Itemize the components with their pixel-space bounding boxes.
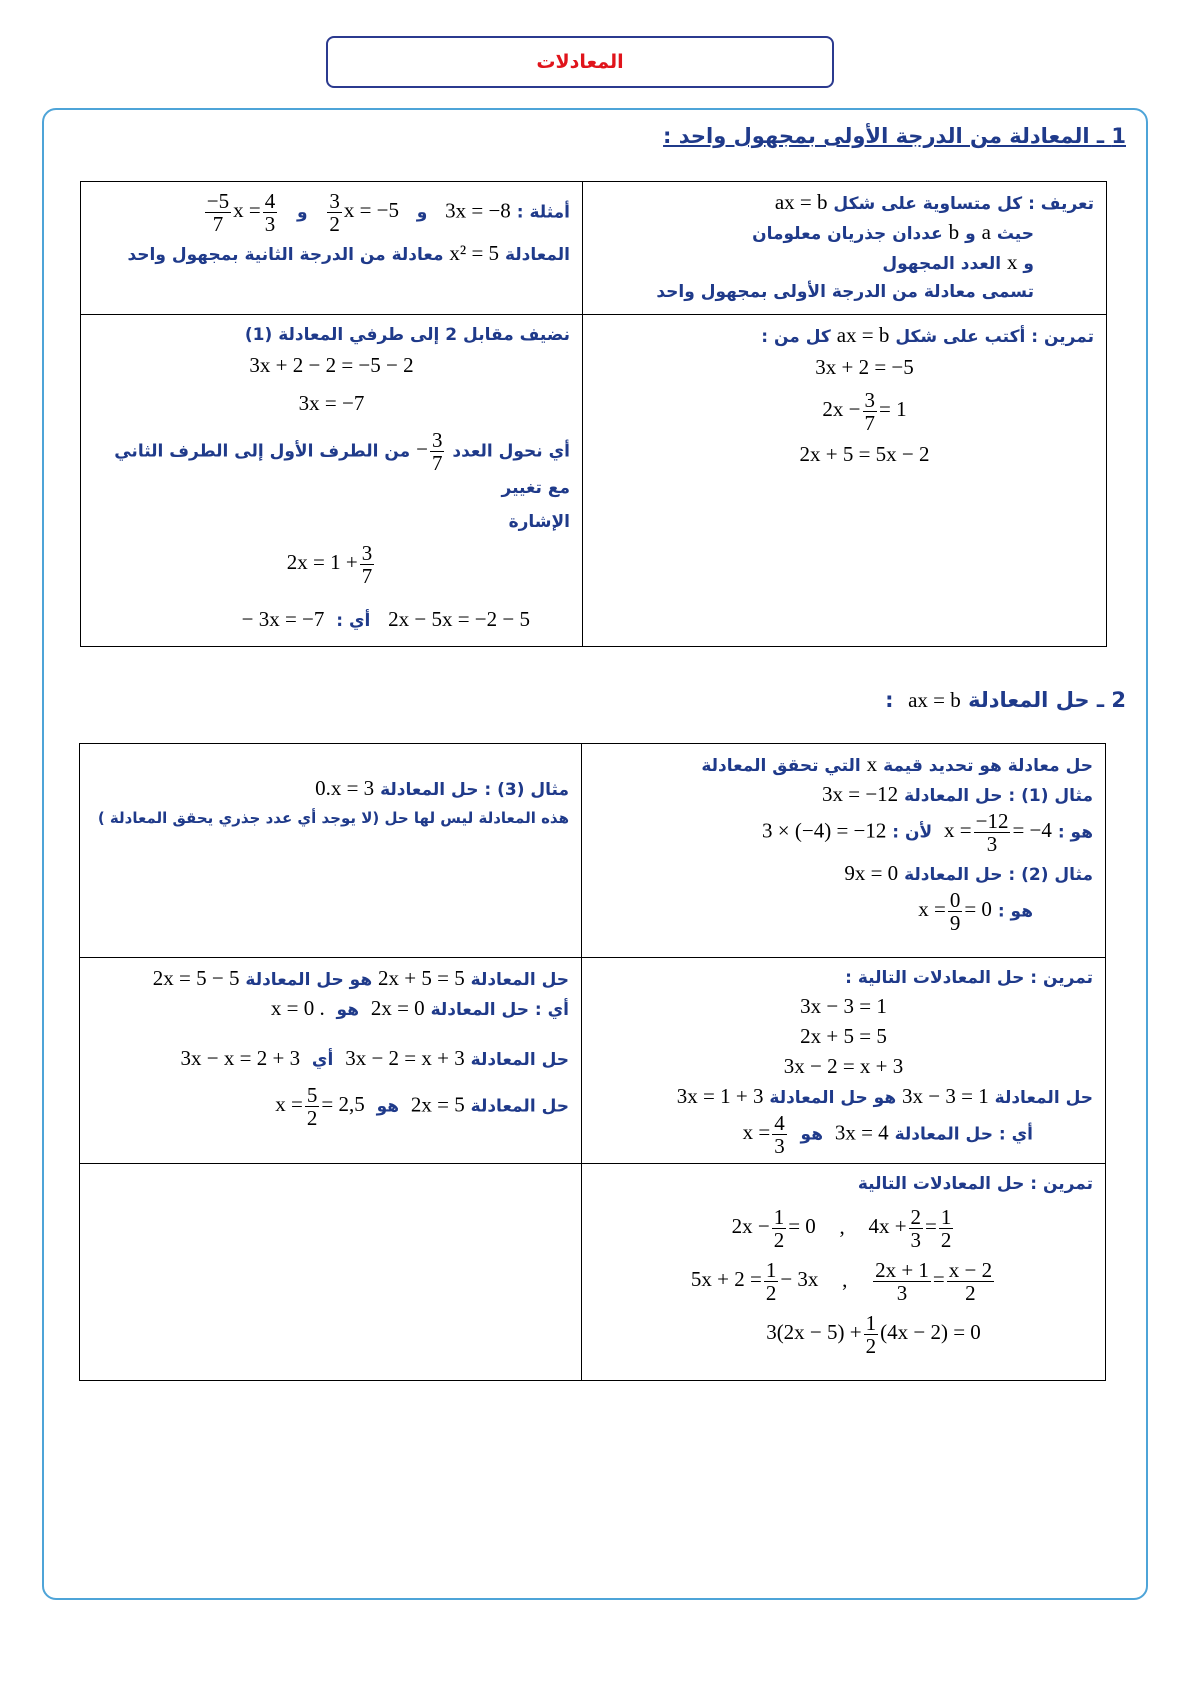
exercise2-solution-cell	[80, 958, 582, 1164]
sol-text: حل المعادلة	[470, 1050, 569, 1070]
second-degree-label: المعادلة	[504, 245, 570, 265]
sol-text: حل المعادلة	[470, 1096, 569, 1117]
example-eq1: 3x = −8	[445, 198, 511, 223]
sol-eq: 2x = 5	[410, 1092, 465, 1117]
exercise-label: كل من :	[761, 327, 831, 347]
and-word: و	[416, 202, 428, 223]
exercise-eq: $\frac{2x + 1}{3}$ = $\frac{x - 2}{2}$	[875, 1258, 993, 1305]
page-title-box	[326, 36, 834, 88]
exercise1-cell	[583, 315, 1107, 647]
sol-eq: x = $\frac{5}{2}$ = 2,5	[275, 1083, 365, 1130]
example-eq2: $\frac{3}{2}$ x = −5	[329, 189, 400, 236]
second-degree-eq: x² = 5	[449, 241, 500, 265]
example1-label: مثال (1) : حل المعادلة	[904, 786, 1093, 806]
exercise-eq: 2x − $\frac{3}{7}$ = 1	[822, 388, 907, 435]
example1-eq: 3x = −12	[821, 782, 899, 806]
comma: ,	[842, 1267, 848, 1292]
example2-solution: x = $\frac{0}{9}$ = 0	[918, 888, 992, 935]
exercise-label: تمرين : أكتب على شكل	[895, 327, 1094, 347]
definition-text: تسمى معادلة من الدرجة الأولى بمجهول واحد	[656, 282, 1034, 302]
examples-label: أمثلة :	[516, 202, 570, 223]
exercise2-cell	[582, 958, 1106, 1164]
section2-heading-eq: ax = b	[908, 688, 961, 712]
section2-table	[79, 743, 1106, 1381]
sol-text: حل المعادلة	[470, 970, 569, 990]
var-b: b	[948, 220, 960, 244]
definition-text: عددان جذريان معلومان	[752, 224, 943, 244]
exercise-eq: 3x − 2 = x + 3	[783, 1054, 904, 1078]
solve-def-cell	[582, 744, 1106, 958]
solution-text: أي :	[336, 611, 371, 631]
sol-eq: 3x − x = 2 + 3	[180, 1046, 301, 1070]
page-title: المعادلات	[536, 51, 624, 73]
comma: ,	[839, 1214, 845, 1239]
exercise-eq: 2x + 5 = 5	[800, 1024, 887, 1048]
def-text: هو :	[997, 901, 1033, 922]
def-text: التي تحقق المعادلة	[701, 756, 861, 776]
and-word: و	[1023, 254, 1034, 274]
sol-text: هو	[376, 1096, 400, 1117]
sol-text: هو	[800, 1124, 823, 1145]
def-text: هو :	[1057, 822, 1093, 843]
definition-cell	[583, 182, 1107, 315]
example-eq3: $\frac{-5}{7}$ x = $\frac{4}{3}$	[206, 189, 276, 236]
sol-eq: 3x = 4	[834, 1120, 889, 1145]
solution-eq: 3x + 2 − 2 = −5 − 2	[249, 353, 414, 377]
sol-text: أي	[311, 1050, 334, 1070]
def-text: حل معادلة هو تحديد قيمة	[883, 756, 1093, 776]
sol-text: هو	[336, 1000, 359, 1020]
exercise-eq: 3x + 2 = −5	[815, 355, 914, 379]
second-degree-text: معادلة من الدرجة الثانية بمجهول واحد	[127, 245, 444, 265]
example1-check: 3 × (−4) = −12	[762, 818, 887, 843]
solution-eq: 2x − 5x = −2 − 5	[388, 607, 530, 631]
section1-heading: 1 ـ المعادلة من الدرجة الأولى بمجهول واحد :	[663, 124, 1126, 148]
exercise-eq: 4x + $\frac{2}{3}$ = $\frac{1}{2}$	[868, 1205, 952, 1252]
solution-text: الإشارة	[508, 512, 570, 532]
sol-eq: 3x − 3 = 1	[902, 1084, 989, 1108]
solution-cell	[81, 315, 583, 647]
sol-eq: 2x + 5 = 5	[378, 966, 465, 990]
exercise2-label: تمرين : حل المعادلات التالية :	[845, 968, 1093, 988]
sol-text: هو حل المعادلة	[245, 970, 373, 990]
solution-text: من الطرف الأول إلى الطرف الثاني مع تغيير	[114, 441, 570, 498]
exercise-eq: 5x + 2 = $\frac{1}{2}$ − 3x	[690, 1258, 819, 1305]
example3-eq: 0.x = 3	[315, 776, 375, 800]
definition-text: العدد المجهول	[882, 254, 1002, 274]
sol-text: هو حل المعادلة	[769, 1088, 897, 1108]
exercise3-label: تمرين : حل المعادلات التالية	[857, 1174, 1093, 1194]
example3-note: هذه المعادلة ليس لها حل (لا يوجد أي عدد جذري يحقق المعادلة )	[97, 809, 569, 827]
example3-label: مثال (3) : حل المعادلة	[380, 780, 569, 800]
sol-eq: x = $\frac{4}{3}$	[742, 1111, 785, 1158]
sol-text: أي : حل المعادلة	[430, 1000, 569, 1020]
example1-solution: x = $\frac{-12}{3}$ = −4	[944, 809, 1052, 856]
var-x: x	[866, 752, 878, 776]
solution-text: أي نحول العدد	[452, 441, 570, 462]
sol-eq: 2x = 5 − 5	[152, 966, 240, 990]
and-word: و	[965, 224, 976, 244]
solution-eq: 2x = 1 + $\frac{3}{7}$	[286, 541, 373, 588]
example2-eq: 9x = 0	[844, 861, 899, 885]
def-text: لأن :	[892, 822, 933, 843]
section2-heading: 2 ـ حل المعادلة ax = b :	[885, 688, 1126, 712]
definition-text: حيث	[996, 224, 1034, 244]
sol-eq: 2x = 0	[370, 996, 425, 1020]
exercise-eq: 2x − $\frac{1}{2}$ = 0	[731, 1205, 816, 1252]
exercise-eq: 3(2x − 5) + $\frac{1}{2}$ (4x − 2) = 0	[766, 1311, 981, 1358]
example2-label: مثال (2) : حل المعادلة	[904, 865, 1093, 885]
solution-step: نضيف مقابل 2 إلى طرفي المعادلة (1)	[244, 325, 570, 345]
definition-label: تعريف : كل متساوية على شكل	[833, 194, 1094, 214]
exercise3-cell	[582, 1164, 1106, 1381]
solution-eq: − 3x = −7	[241, 607, 325, 631]
empty-cell	[80, 1164, 582, 1381]
sol-eq: x = 0 .	[270, 996, 325, 1020]
var-x: x	[1007, 250, 1018, 274]
sol-eq: 3x − 2 = x + 3	[345, 1046, 465, 1070]
example3-cell	[80, 744, 582, 958]
section1-table	[80, 181, 1107, 647]
solution-fraction: − $\frac{3}{7}$	[416, 428, 443, 475]
solution-eq: 3x = −7	[298, 391, 365, 415]
and-word: و	[296, 202, 308, 223]
exercise-eq: 2x + 5 = 5x − 2	[799, 442, 930, 466]
sol-eq: 3x = 1 + 3	[676, 1084, 764, 1108]
exercise-eq: ax = b	[836, 323, 890, 347]
definition-eq: ax = b	[774, 190, 828, 214]
sol-text: حل المعادلة	[994, 1088, 1093, 1108]
sol-text: أي : حل المعادلة	[894, 1124, 1033, 1145]
exercise-eq: 3x − 3 = 1	[800, 994, 887, 1018]
var-a: a	[981, 220, 991, 244]
examples-cell	[81, 182, 583, 315]
